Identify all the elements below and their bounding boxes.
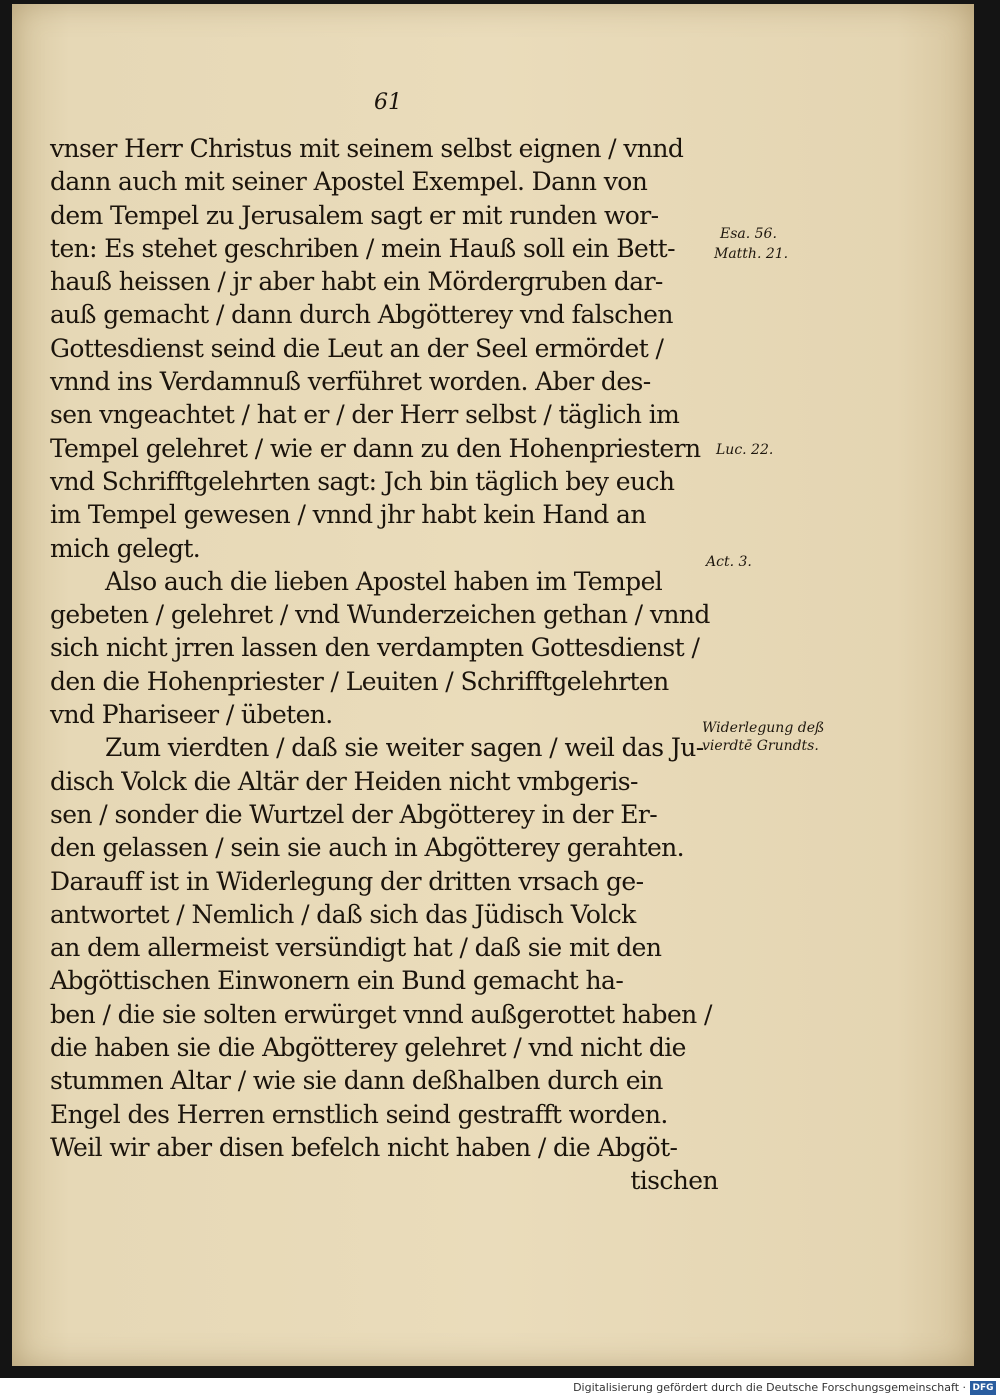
text-line: Tempel gelehret / wie er dann zu den Hohenpriestern <box>50 433 701 463</box>
text-line: Zum vierdten / daß sie weiter sagen / weil das Ju- <box>105 733 704 763</box>
text-line: auß gemacht / dann durch Abgötterey vnd falschen <box>50 300 673 330</box>
text-line: dem Tempel zu Jerusalem sagt er mit runden wor- <box>50 200 659 230</box>
text-line: hauß heissen / jr aber habt ein Mördergruben dar- <box>50 267 663 297</box>
text-line: vnnd ins Verdamnuß verführet worden. Aber des- <box>50 367 651 397</box>
margin-note-widerlegung: Widerlegung deß <box>702 720 825 736</box>
text-line: stummen Altar / wie sie dann deßhalben durch ein <box>50 1066 663 1096</box>
text-line: antwortet / Nemlich / daß sich das Jüdisch Volck <box>50 899 636 929</box>
footer-bar <box>0 1378 1000 1400</box>
text-line: Weil wir aber disen befelch nicht haben / die Abgöt- <box>50 1132 678 1162</box>
text-line: den gelassen / sein sie auch in Abgötterey gerahten. <box>50 833 685 863</box>
text-line: Also auch die lieben Apostel haben im Tempel <box>105 566 663 596</box>
margin-note-esa: Esa. 56. <box>720 226 777 242</box>
text-line: Darauff ist in Widerlegung der dritten vrsach ge- <box>50 866 644 896</box>
text-line: gebeten / gelehret / vnd Wunderzeichen gethan / vnnd <box>50 600 710 630</box>
text-line: ten: Es stehet geschriben / mein Hauß soll ein Bett- <box>50 233 675 263</box>
text-line: Engel des Herren ernstlich seind gestrafft worden. <box>50 1099 668 1129</box>
funding-notice: Digitalisierung gefördert durch die Deutsche Forschungsgemeinschaft · <box>573 1381 966 1394</box>
page-number: 61 <box>374 90 402 115</box>
text-line: den die Hohenpriester / Leuiten / Schrifftgelehrten <box>50 666 669 696</box>
text-line: Abgöttischen Einwonern ein Bund gemacht ha- <box>50 966 624 996</box>
text-line: an dem allermeist versündigt hat / daß sie mit den <box>50 933 662 963</box>
book-page <box>12 4 974 1366</box>
margin-note-luc: Luc. 22. <box>716 442 774 458</box>
catchword: tischen <box>630 1166 718 1196</box>
text-line: vnd Phariseer / übeten. <box>50 700 333 730</box>
text-line: Gottesdienst seind die Leut an der Seel ermördet / <box>50 333 664 363</box>
text-line: dann auch mit seiner Apostel Exempel. Dann von <box>50 167 648 197</box>
text-line: sich nicht jrren lassen den verdampten Gottesdienst / <box>50 633 700 663</box>
margin-note-act: Act. 3. <box>706 554 752 570</box>
body-text <box>50 132 730 1198</box>
text-line: vnser Herr Christus mit seinem selbst eignen / vnnd <box>50 134 684 163</box>
text-line: sen vngeachtet / hat er / der Herr selbst / täglich im <box>50 400 680 430</box>
dfg-logo-icon: DFG <box>970 1381 996 1395</box>
text-line: disch Volck die Altär der Heiden nicht vmbgeris- <box>50 766 638 796</box>
text-line: sen / sonder die Wurtzel der Abgötterey in der Er- <box>50 799 658 829</box>
text-line: ben / die sie solten erwürget vnnd außgerottet haben / <box>50 999 712 1029</box>
margin-note-grundts: vierdtē Grundts. <box>702 738 819 754</box>
text-line: die haben sie die Abgötterey gelehret / vnd nicht die <box>50 1033 686 1063</box>
text-line: mich gelegt. <box>50 533 201 563</box>
margin-note-matth: Matth. 21. <box>714 246 789 262</box>
text-line: vnd Schrifftgelehrten sagt: Jch bin täglich bey euch <box>50 466 675 496</box>
text-line: im Tempel gewesen / vnnd jhr habt kein Hand an <box>50 500 646 530</box>
